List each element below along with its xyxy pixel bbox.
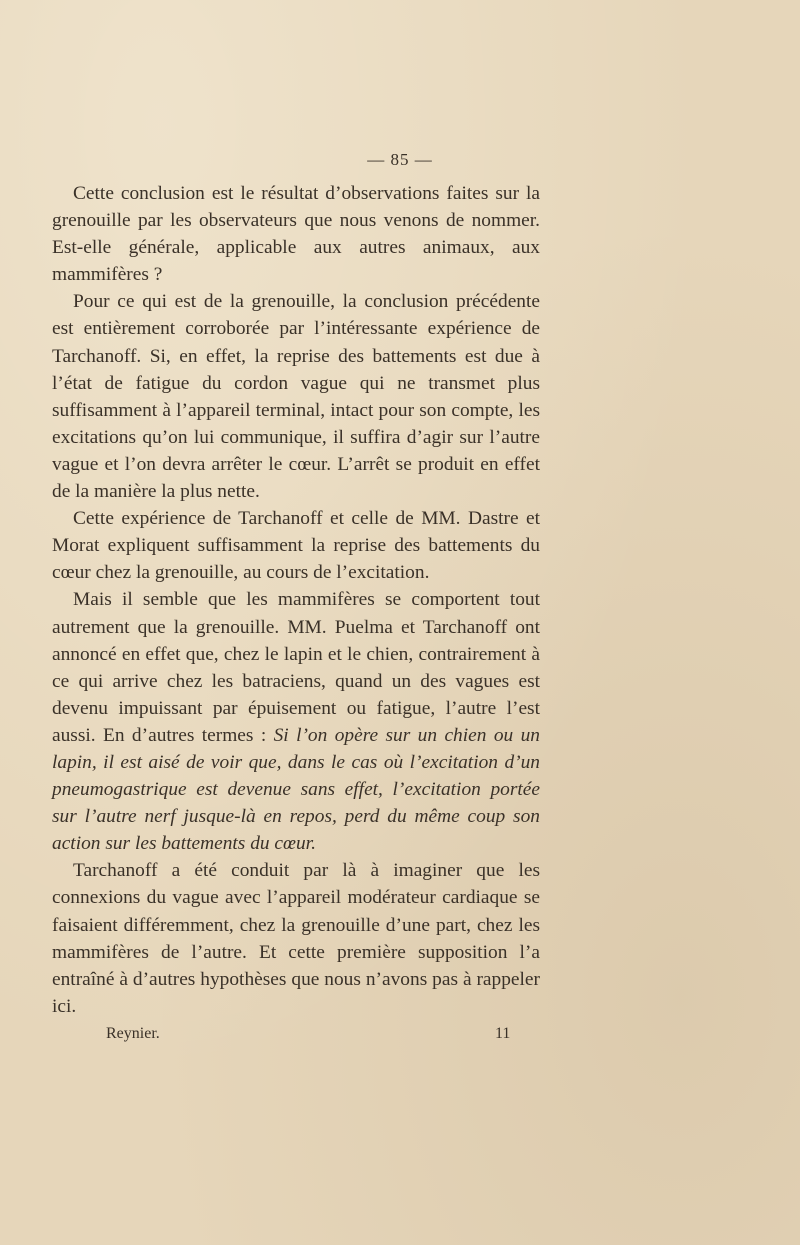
body-text bbox=[52, 180, 540, 1020]
paragraph-1: Cette conclusion est le résultat d’observations faites sur la grenouille par les observateurs que nous venons de nommer. Est-elle générale, applicable aux autres animaux, aux mammifères ? bbox=[52, 183, 540, 286]
paragraph-3: Cette expérience de Tarchanoff et celle de MM. Dastre et Morat expliquent suffisamment la reprise des battements du cœur chez la grenouille, au cours de l’excitation. bbox=[52, 508, 540, 584]
signature-mark: Reynier. bbox=[106, 1025, 160, 1042]
paragraph-5: Tarchanoff a été conduit par là à imaginer que les connexions du vague avec l’appareil modérateur cardiaque se faisaient différemment, chez la grenouille d’une part, chez les mammifères de l’autre. Et cette première supposition l’a entraîné à d’autres hypothèses que nous n’avons pas à rappeler ici. bbox=[52, 860, 540, 1017]
paragraph-2: Pour ce qui est de la grenouille, la conclusion précédente est entièrement corroborée par l’intéressante expérience de Tarchanoff. Si, en effet, la reprise des battements est due à l’état de fatigue du cordon vague qui ne transmet plus suffisamment à l’appareil terminal, intact pour son compte, les excitations qu’on lui communique, il suffira d’agir sur l’autre vague et l’on devra arrêter le cœur. L’arrêt se produit en effet de la manière la plus nette. bbox=[52, 291, 540, 503]
page-number: — 85 — bbox=[367, 150, 433, 169]
page-footer bbox=[0, 1025, 800, 1049]
sheet-number: 11 bbox=[495, 1025, 511, 1042]
paragraph-4-italic-quote: Si l’on opère sur un chien ou un lapin, il est aisé de voir que, dans le cas où l’excitation d’un pneumogastrique est devenue sans effet, l’excitation portée sur l’autre nerf jusque-là en repos, perd du même coup son action sur les battements du cœur. bbox=[52, 724, 540, 855]
paragraph-4 bbox=[52, 586, 540, 857]
paragraph-4-text: Mais il semble que les mammifères se comportent tout autrement que la grenouille. MM. Puelma et Tarchanoff ont annoncé en effet que, chez le lapin et le chien, contrairement à ce qui arrive chez les batraciens, quand un des vagues est devenu impuissant par épuisement ou fatigue, l’autre l’est aussi. En d’autres termes : bbox=[52, 589, 540, 746]
